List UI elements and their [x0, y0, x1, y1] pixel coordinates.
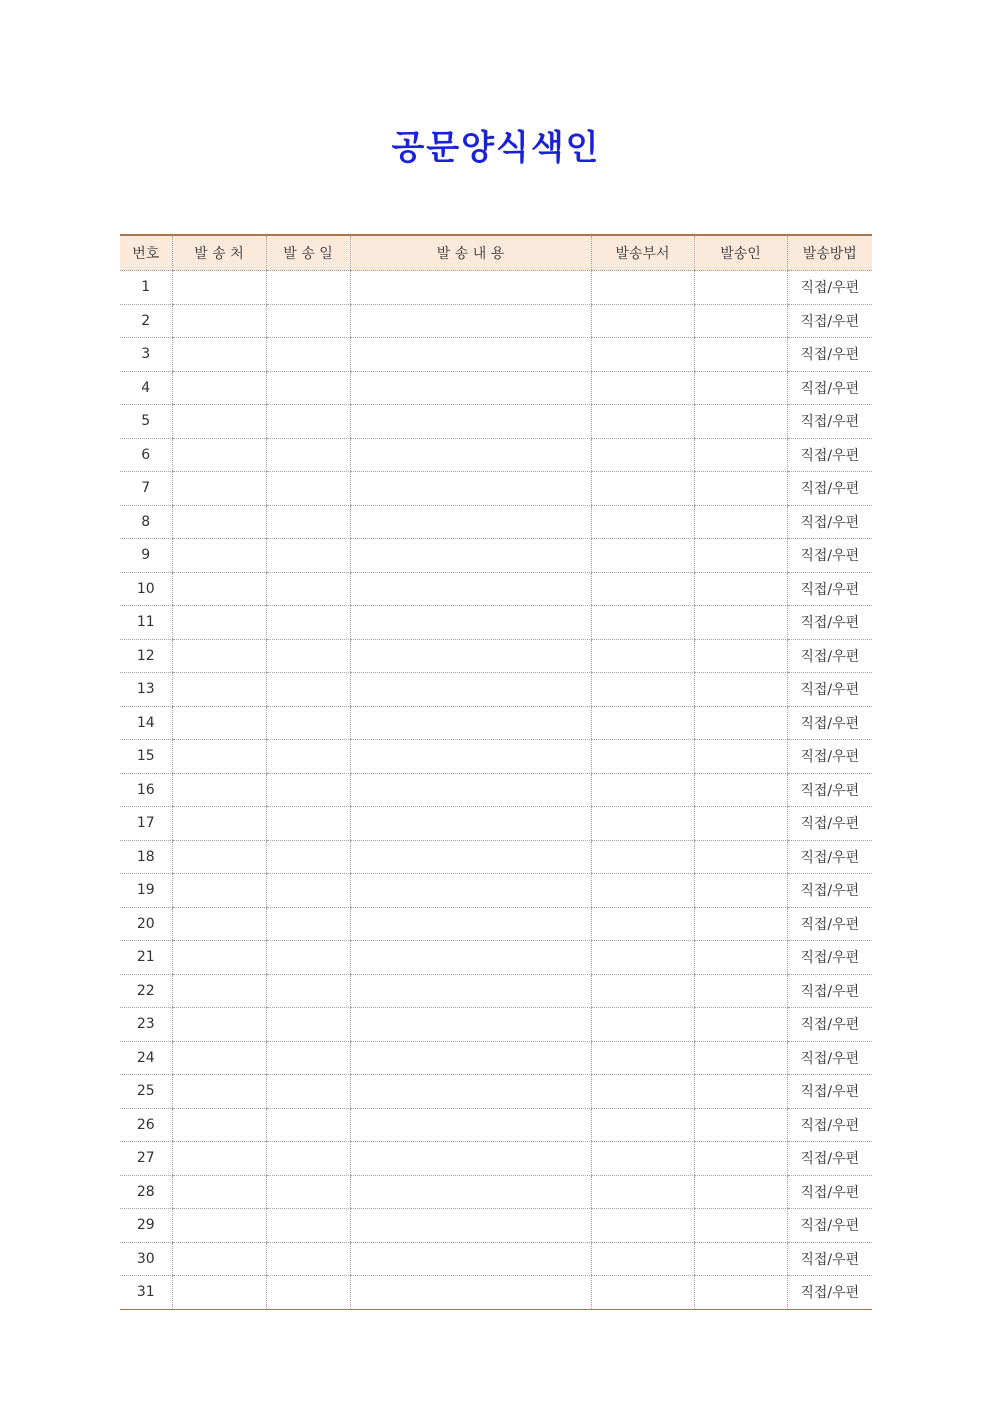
cell-send-date[interactable]: [266, 1108, 350, 1142]
header-sender: 발송인: [694, 235, 787, 271]
cell-number: 7: [120, 472, 172, 506]
table-row: [120, 606, 872, 640]
header-department: 발송부서: [591, 235, 694, 271]
cell-method: 직접/우편: [787, 840, 872, 874]
cell-send-date[interactable]: [266, 472, 350, 506]
cell-send-date[interactable]: [266, 874, 350, 908]
cell-method: 직접/우편: [787, 673, 872, 707]
cell-sender[interactable]: [694, 740, 787, 774]
cell-recipient[interactable]: [172, 941, 266, 975]
cell-method: 직접/우편: [787, 1209, 872, 1243]
table-row: [120, 907, 872, 941]
cell-department[interactable]: [591, 673, 694, 707]
cell-recipient[interactable]: [172, 371, 266, 405]
cell-recipient[interactable]: [172, 338, 266, 372]
cell-recipient[interactable]: [172, 807, 266, 841]
cell-send-date[interactable]: [266, 639, 350, 673]
cell-number: 22: [120, 974, 172, 1008]
cell-content[interactable]: [350, 304, 591, 338]
cell-send-date[interactable]: [266, 572, 350, 606]
cell-department[interactable]: [591, 740, 694, 774]
cell-content[interactable]: [350, 1041, 591, 1075]
cell-number: 8: [120, 505, 172, 539]
cell-recipient[interactable]: [172, 304, 266, 338]
cell-content[interactable]: [350, 1209, 591, 1243]
cell-send-date[interactable]: [266, 740, 350, 774]
cell-number: 16: [120, 773, 172, 807]
table-row: [120, 438, 872, 472]
cell-content[interactable]: [350, 371, 591, 405]
cell-recipient[interactable]: [172, 472, 266, 506]
cell-number: 17: [120, 807, 172, 841]
cell-method: 직접/우편: [787, 1175, 872, 1209]
cell-department[interactable]: [591, 1108, 694, 1142]
cell-sender[interactable]: [694, 371, 787, 405]
cell-recipient[interactable]: [172, 706, 266, 740]
cell-department[interactable]: [591, 907, 694, 941]
cell-department[interactable]: [591, 304, 694, 338]
cell-method: 직접/우편: [787, 874, 872, 908]
table-row: [120, 572, 872, 606]
cell-content[interactable]: [350, 606, 591, 640]
table-row: [120, 639, 872, 673]
table-row: [120, 271, 872, 305]
cell-department[interactable]: [591, 706, 694, 740]
cell-recipient[interactable]: [172, 1041, 266, 1075]
cell-department[interactable]: [591, 1142, 694, 1176]
cell-sender[interactable]: [694, 1108, 787, 1142]
cell-content[interactable]: [350, 572, 591, 606]
table-row: [120, 472, 872, 506]
cell-department[interactable]: [591, 338, 694, 372]
table-row: [120, 1242, 872, 1276]
cell-sender[interactable]: [694, 1075, 787, 1109]
cell-department[interactable]: [591, 840, 694, 874]
table-row: [120, 673, 872, 707]
cell-number: 1: [120, 271, 172, 305]
cell-method: 직접/우편: [787, 807, 872, 841]
cell-content[interactable]: [350, 338, 591, 372]
table-row: [120, 773, 872, 807]
cell-sender[interactable]: [694, 840, 787, 874]
cell-number: 13: [120, 673, 172, 707]
cell-department[interactable]: [591, 807, 694, 841]
cell-number: 12: [120, 639, 172, 673]
table-row: [120, 740, 872, 774]
table-row: [120, 941, 872, 975]
cell-department[interactable]: [591, 1008, 694, 1042]
table-row: [120, 1142, 872, 1176]
cell-method: 직접/우편: [787, 572, 872, 606]
cell-number: 31: [120, 1276, 172, 1310]
cell-department[interactable]: [591, 773, 694, 807]
cell-sender[interactable]: [694, 974, 787, 1008]
cell-sender[interactable]: [694, 673, 787, 707]
cell-department[interactable]: [591, 1209, 694, 1243]
cell-send-date[interactable]: [266, 907, 350, 941]
cell-recipient[interactable]: [172, 1008, 266, 1042]
cell-recipient[interactable]: [172, 1142, 266, 1176]
cell-sender[interactable]: [694, 639, 787, 673]
cell-content[interactable]: [350, 706, 591, 740]
table-row: [120, 807, 872, 841]
cell-send-date[interactable]: [266, 1175, 350, 1209]
table-row: [120, 304, 872, 338]
header-number: 번호: [120, 235, 172, 271]
cell-department[interactable]: [591, 639, 694, 673]
cell-department[interactable]: [591, 271, 694, 305]
cell-send-date[interactable]: [266, 304, 350, 338]
cell-sender[interactable]: [694, 405, 787, 439]
cell-number: 20: [120, 907, 172, 941]
cell-sender[interactable]: [694, 807, 787, 841]
cell-department[interactable]: [591, 371, 694, 405]
cell-sender[interactable]: [694, 271, 787, 305]
cell-department[interactable]: [591, 1075, 694, 1109]
cell-method: 직접/우편: [787, 338, 872, 372]
cell-sender[interactable]: [694, 1209, 787, 1243]
cell-method: 직접/우편: [787, 907, 872, 941]
cell-sender[interactable]: [694, 505, 787, 539]
table-row: [120, 338, 872, 372]
cell-method: 직접/우편: [787, 639, 872, 673]
cell-content[interactable]: [350, 1142, 591, 1176]
cell-recipient[interactable]: [172, 1209, 266, 1243]
cell-sender[interactable]: [694, 1276, 787, 1310]
cell-content[interactable]: [350, 539, 591, 573]
cell-send-date[interactable]: [266, 1209, 350, 1243]
cell-content[interactable]: [350, 941, 591, 975]
cell-department[interactable]: [591, 438, 694, 472]
cell-sender[interactable]: [694, 907, 787, 941]
cell-recipient[interactable]: [172, 505, 266, 539]
table-row: [120, 840, 872, 874]
cell-department[interactable]: [591, 539, 694, 573]
cell-send-date[interactable]: [266, 1242, 350, 1276]
cell-number: 15: [120, 740, 172, 774]
cell-recipient[interactable]: [172, 606, 266, 640]
cell-method: 직접/우편: [787, 1142, 872, 1176]
cell-recipient[interactable]: [172, 874, 266, 908]
cell-send-date[interactable]: [266, 941, 350, 975]
cell-number: 25: [120, 1075, 172, 1109]
cell-sender[interactable]: [694, 304, 787, 338]
document-index-table: [120, 234, 872, 1310]
cell-content[interactable]: [350, 840, 591, 874]
cell-number: 19: [120, 874, 172, 908]
cell-send-date[interactable]: [266, 673, 350, 707]
cell-method: 직접/우편: [787, 1008, 872, 1042]
cell-send-date[interactable]: [266, 606, 350, 640]
cell-content[interactable]: [350, 740, 591, 774]
cell-content[interactable]: [350, 271, 591, 305]
table-row: [120, 974, 872, 1008]
cell-sender[interactable]: [694, 1041, 787, 1075]
cell-content[interactable]: [350, 505, 591, 539]
cell-recipient[interactable]: [172, 673, 266, 707]
cell-method: 직접/우편: [787, 472, 872, 506]
cell-content[interactable]: [350, 673, 591, 707]
cell-send-date[interactable]: [266, 807, 350, 841]
cell-content[interactable]: [350, 1175, 591, 1209]
cell-method: 직접/우편: [787, 1276, 872, 1310]
table-row: [120, 874, 872, 908]
cell-number: 3: [120, 338, 172, 372]
cell-recipient[interactable]: [172, 1242, 266, 1276]
cell-sender[interactable]: [694, 941, 787, 975]
cell-recipient[interactable]: [172, 539, 266, 573]
cell-department[interactable]: [591, 1175, 694, 1209]
cell-recipient[interactable]: [172, 1108, 266, 1142]
cell-content[interactable]: [350, 405, 591, 439]
header-content: 발 송 내 용: [350, 235, 591, 271]
header-recipient: 발 송 처: [172, 235, 266, 271]
cell-content[interactable]: [350, 1242, 591, 1276]
cell-department[interactable]: [591, 606, 694, 640]
cell-sender[interactable]: [694, 874, 787, 908]
cell-content[interactable]: [350, 807, 591, 841]
cell-send-date[interactable]: [266, 1041, 350, 1075]
table-header-row: [120, 235, 872, 271]
cell-number: 23: [120, 1008, 172, 1042]
table-row: [120, 706, 872, 740]
cell-sender[interactable]: [694, 438, 787, 472]
cell-sender[interactable]: [694, 338, 787, 372]
cell-send-date[interactable]: [266, 840, 350, 874]
cell-number: 30: [120, 1242, 172, 1276]
table-row: [120, 371, 872, 405]
cell-send-date[interactable]: [266, 1075, 350, 1109]
cell-number: 9: [120, 539, 172, 573]
cell-number: 27: [120, 1142, 172, 1176]
cell-department[interactable]: [591, 1276, 694, 1310]
cell-send-date[interactable]: [266, 405, 350, 439]
cell-department[interactable]: [591, 1041, 694, 1075]
cell-method: 직접/우편: [787, 773, 872, 807]
cell-content[interactable]: [350, 1108, 591, 1142]
cell-department[interactable]: [591, 874, 694, 908]
table-row: [120, 1075, 872, 1109]
table-row: [120, 1175, 872, 1209]
cell-recipient[interactable]: [172, 405, 266, 439]
cell-recipient[interactable]: [172, 1175, 266, 1209]
table-row: [120, 1041, 872, 1075]
cell-sender[interactable]: [694, 706, 787, 740]
cell-send-date[interactable]: [266, 1008, 350, 1042]
cell-number: 10: [120, 572, 172, 606]
cell-content[interactable]: [350, 1075, 591, 1109]
cell-method: 직접/우편: [787, 1041, 872, 1075]
cell-send-date[interactable]: [266, 505, 350, 539]
cell-send-date[interactable]: [266, 706, 350, 740]
cell-department[interactable]: [591, 974, 694, 1008]
table-row: [120, 1108, 872, 1142]
cell-recipient[interactable]: [172, 1075, 266, 1109]
cell-recipient[interactable]: [172, 438, 266, 472]
cell-recipient[interactable]: [172, 639, 266, 673]
cell-department[interactable]: [591, 405, 694, 439]
table-row: [120, 1209, 872, 1243]
cell-method: 직접/우편: [787, 539, 872, 573]
table-row: [120, 539, 872, 573]
cell-recipient[interactable]: [172, 907, 266, 941]
cell-method: 직접/우편: [787, 405, 872, 439]
cell-send-date[interactable]: [266, 539, 350, 573]
table-row: [120, 1276, 872, 1310]
cell-method: 직접/우편: [787, 941, 872, 975]
cell-content[interactable]: [350, 1276, 591, 1310]
cell-recipient[interactable]: [172, 773, 266, 807]
cell-content[interactable]: [350, 438, 591, 472]
cell-send-date[interactable]: [266, 1276, 350, 1310]
cell-recipient[interactable]: [172, 572, 266, 606]
cell-department[interactable]: [591, 941, 694, 975]
cell-number: 21: [120, 941, 172, 975]
cell-number: 11: [120, 606, 172, 640]
cell-sender[interactable]: [694, 1008, 787, 1042]
cell-method: 직접/우편: [787, 1108, 872, 1142]
cell-method: 직접/우편: [787, 271, 872, 305]
cell-method: 직접/우편: [787, 974, 872, 1008]
header-method: 발송방법: [787, 235, 872, 271]
cell-method: 직접/우편: [787, 1242, 872, 1276]
cell-number: 14: [120, 706, 172, 740]
cell-department[interactable]: [591, 505, 694, 539]
cell-number: 6: [120, 438, 172, 472]
table-row: [120, 405, 872, 439]
cell-method: 직접/우편: [787, 606, 872, 640]
cell-sender[interactable]: [694, 539, 787, 573]
cell-recipient[interactable]: [172, 740, 266, 774]
table-row: [120, 505, 872, 539]
cell-number: 24: [120, 1041, 172, 1075]
cell-number: 29: [120, 1209, 172, 1243]
table-row: [120, 1008, 872, 1042]
cell-send-date[interactable]: [266, 438, 350, 472]
cell-send-date[interactable]: [266, 773, 350, 807]
cell-content[interactable]: [350, 907, 591, 941]
cell-content[interactable]: [350, 874, 591, 908]
cell-department[interactable]: [591, 472, 694, 506]
cell-method: 직접/우편: [787, 371, 872, 405]
cell-number: 18: [120, 840, 172, 874]
cell-recipient[interactable]: [172, 271, 266, 305]
cell-method: 직접/우편: [787, 505, 872, 539]
cell-recipient[interactable]: [172, 1276, 266, 1310]
cell-send-date[interactable]: [266, 371, 350, 405]
page-title: 공문양식색인: [391, 128, 601, 168]
cell-sender[interactable]: [694, 1142, 787, 1176]
cell-send-date[interactable]: [266, 271, 350, 305]
table-body: [120, 271, 872, 1310]
cell-content[interactable]: [350, 639, 591, 673]
cell-method: 직접/우편: [787, 740, 872, 774]
cell-sender[interactable]: [694, 472, 787, 506]
cell-number: 4: [120, 371, 172, 405]
cell-number: 2: [120, 304, 172, 338]
cell-recipient[interactable]: [172, 974, 266, 1008]
cell-send-date[interactable]: [266, 974, 350, 1008]
cell-number: 5: [120, 405, 172, 439]
cell-sender[interactable]: [694, 1175, 787, 1209]
cell-recipient[interactable]: [172, 840, 266, 874]
cell-send-date[interactable]: [266, 338, 350, 372]
cell-method: 직접/우편: [787, 706, 872, 740]
cell-content[interactable]: [350, 1008, 591, 1042]
cell-sender[interactable]: [694, 773, 787, 807]
cell-number: 28: [120, 1175, 172, 1209]
cell-sender[interactable]: [694, 1242, 787, 1276]
cell-method: 직접/우편: [787, 1075, 872, 1109]
cell-department[interactable]: [591, 1242, 694, 1276]
cell-content[interactable]: [350, 974, 591, 1008]
cell-sender[interactable]: [694, 572, 787, 606]
cell-method: 직접/우편: [787, 304, 872, 338]
cell-content[interactable]: [350, 472, 591, 506]
cell-method: 직접/우편: [787, 438, 872, 472]
cell-number: 26: [120, 1108, 172, 1142]
cell-content[interactable]: [350, 773, 591, 807]
cell-department[interactable]: [591, 572, 694, 606]
cell-send-date[interactable]: [266, 1142, 350, 1176]
cell-sender[interactable]: [694, 606, 787, 640]
header-send-date: 발 송 일: [266, 235, 350, 271]
